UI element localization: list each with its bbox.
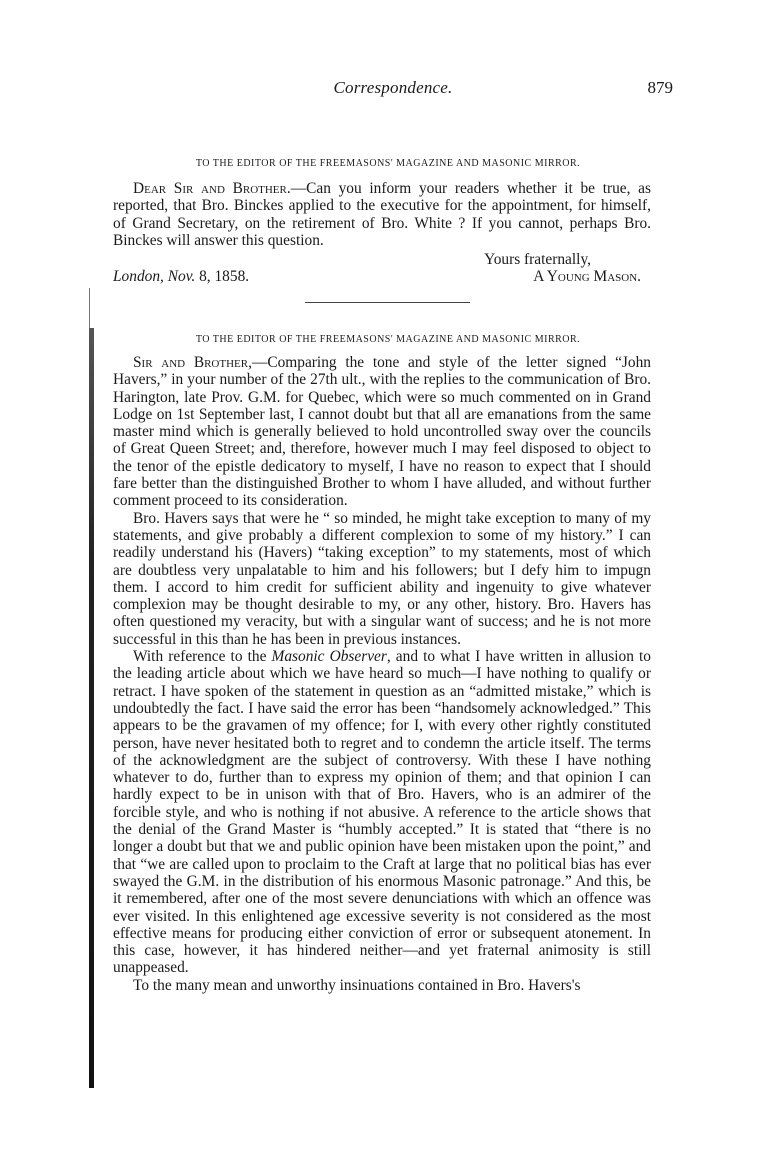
letter1-body	[113, 180, 651, 249]
running-head	[108, 78, 678, 102]
page-edge-shadow	[89, 328, 94, 1088]
letter2-heading: TO THE EDITOR OF THE FREEMASONS' MAGAZINE AND MASONIC MIRROR.	[195, 334, 581, 345]
letter1-signature: A Young Mason.	[533, 268, 641, 286]
letter1-place-date	[113, 268, 249, 285]
letter1-date: 8, 1858.	[199, 268, 250, 286]
letter2-body	[113, 354, 651, 994]
letter2-paragraph-4: To the many mean and unworthy insinuations contained in Bro. Havers's	[133, 976, 581, 994]
letter1-signoff	[113, 251, 651, 286]
letter1-text: —Can you inform your readers whether it be true, as reported, that Bro. Binckes applied to the executive for the appointment, for himself, of Grand Secretary, on the retirement of Bro. White ? If you cannot, perhaps Bro. Binckes will answer this question.	[113, 180, 651, 249]
letter2-text-3a: With reference to the	[133, 648, 267, 666]
letter1-heading: TO THE EDITOR OF THE FREEMASONS' MAGAZINE AND MASONIC MIRROR.	[195, 158, 581, 169]
running-title: Correspondence.	[333, 78, 453, 97]
letter2-paragraph-3	[113, 648, 651, 977]
letter2-paragraph-1	[113, 354, 651, 510]
letter2-italic-title: Masonic Observer	[271, 648, 387, 666]
letter2-text-3b: , and to what I have written in allusion to the leading article about which we have heard so much—I have nothing to qualify or retract. I have spoken of the statement in question as an “admitted mistake,” which is undoubtedly the fact. I have said the error has been “handsomely acknowledged.” This appears to be the gravamen of my offence; for I, with every other rightly constituted person, have never hesitated both to regret and to condemn the article itself. The terms of the acknowledgment are the subject of controversy. With these I have nothing whatever to do, further than to express my opinion of them; and that opinion I can hardly expect to be in unison with that of Bro. Havers, who is an admirer of the forcible style, and who is nothing if not abusive. A reference to the article shows that the denial of the Grand Master is “humbly accepted.” It is stated that “there is no longer a doubt but that we and public opinion have been mistaken upon the point,” and that “we are called upon to proclaim to the Craft at large that no political bias has ever swayed the G.M. in the distribution of his enormous Masonic patronage.” And this, be it remembered, after one of the most severe denunciations with which an offence was ever visited. In this enlightened age excessive severity is not considered as the most effective means for producing either conviction of error or subsequent atonement.	[113, 648, 651, 942]
letter1-place: London, Nov.	[113, 268, 196, 286]
page-edge-line	[89, 288, 90, 328]
letter2-text-3c: In this case, however, it has hindered neither—and yet fraternal animosity is still unappeased.	[113, 924, 651, 977]
letter1-sign-row	[113, 268, 651, 286]
letter1-paragraph	[113, 180, 651, 249]
letter2-text-1: —Comparing the tone and style of the letter signed “John Havers,” in your number of the 27th ult., with the replies to the communication of Bro. Harington, late Prov. G.M. for Quebec, which were so much commented on in Grand Lodge on 1st September last, I cannot doubt but that all are emanations from the same master mind which is generally believed to hold uncontrolled sway over the councils of Great Queen Street; and, therefore, however much I may feel disposed to object to the tenor of the epistle dedicatory to myself, I have no reason to expect that I should fare better than the distinguished Brother to whom I have alluded, and without further comment proceed to its consideration.	[113, 354, 652, 510]
letter2-paragraph-2: Bro. Havers says that were he “ so minded, he might take exception to many of my statements, and give probably a different complexion to some of my history.” I can readily understand his (Havers) “taking exception” to my statements, most of which are doubtless very unpalatable to him and his followers; but I defy him to impugn them. I accord to him credit for sufficient ability and ingenuity to give whatever complexion may be thought desirable to my, or any other, history. Bro. Havers has often questioned my veracity, but with a singular want of success; and he is not more successful in this than he has been in previous instances.	[113, 509, 651, 648]
letter1-salutation: Dear Sir and Brother.	[133, 180, 291, 197]
page-number: 879	[647, 78, 673, 97]
letter1-closing: Yours fraternally,	[484, 251, 591, 268]
letter2-salutation: Sir and Brother,	[133, 354, 252, 371]
section-divider	[305, 302, 470, 303]
